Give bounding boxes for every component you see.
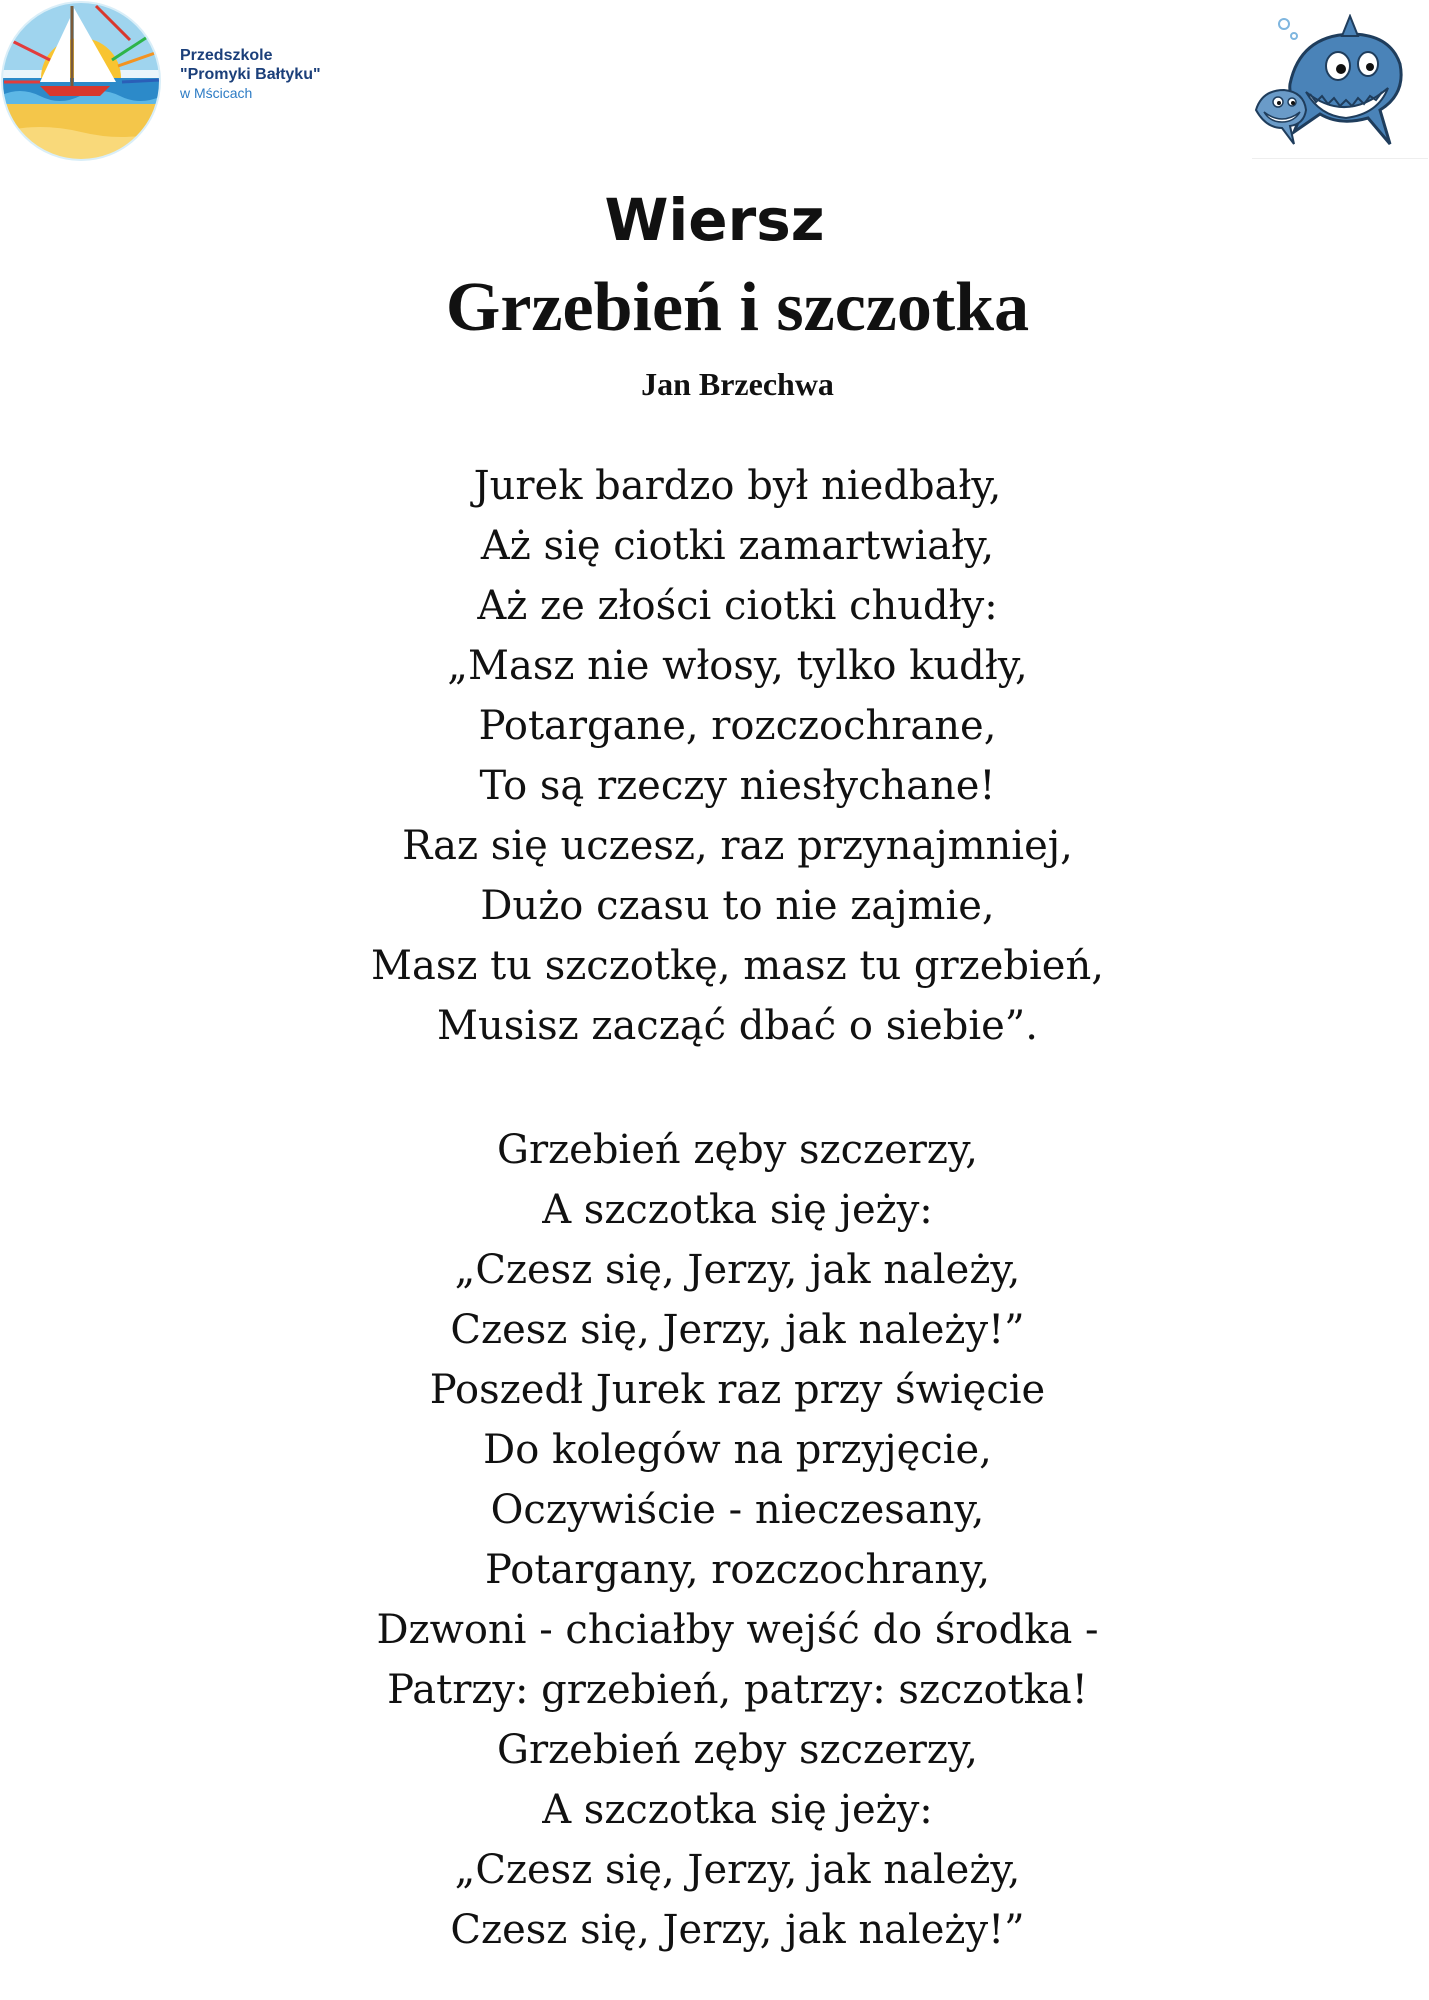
poem-line: A szczotka się jeży: <box>542 1787 933 1833</box>
poem-line: Dużo czasu to nie zajmie, <box>480 883 995 929</box>
preschool-name <box>180 46 321 103</box>
poem-body <box>0 456 1429 1960</box>
poem-line: Oczywiście - nieczesany, <box>490 1487 985 1533</box>
poem-stanza-1 <box>0 456 1429 1056</box>
poem-line: Masz tu szczotkę, masz tu grzebień, <box>371 943 1104 989</box>
poem-line: Czesz się, Jerzy, jak należy!” <box>450 1307 1025 1353</box>
preschool-logo-icon <box>0 0 162 162</box>
school-name-line2: "Promyki Bałtyku" <box>180 66 321 83</box>
poem-line: Grzebień zęby szczerzy, <box>497 1727 978 1773</box>
document-kind-title: Wiersz <box>604 186 825 254</box>
school-location: w Mścicach <box>180 85 253 101</box>
poem-line: Do kolegów na przyjęcie, <box>483 1427 992 1473</box>
poem-line: Grzebień zęby szczerzy, <box>497 1127 978 1173</box>
header-divider <box>1252 158 1428 159</box>
poem-line: Aż ze złości ciotki chudły: <box>477 583 998 629</box>
poem-line: „Czesz się, Jerzy, jak należy, <box>454 1847 1021 1893</box>
poem-line: Potargane, rozczochrane, <box>478 703 997 749</box>
poem-line: Patrzy: grzebień, patrzy: szczotka! <box>387 1667 1088 1713</box>
poem-line: Czesz się, Jerzy, jak należy!” <box>450 1907 1025 1953</box>
poem-line: Aż się ciotki zamartwiały, <box>480 523 995 569</box>
poem-author: Jan Brzechwa <box>641 366 834 402</box>
poem-line: „Masz nie włosy, tylko kudły, <box>447 643 1028 689</box>
poem-line: Dzwoni - chciałby wejść do środka - <box>376 1607 1099 1653</box>
poem-line: „Czesz się, Jerzy, jak należy, <box>454 1247 1021 1293</box>
shark-mascot-icon <box>1250 14 1410 162</box>
poem-line: Potargany, rozczochrany, <box>484 1547 991 1593</box>
poem-line: To są rzeczy niesłychane! <box>479 763 996 809</box>
poem-line: Jurek bardzo był niedbały, <box>473 463 1002 509</box>
poem-line: Musisz zacząć dbać o siebie”. <box>437 1003 1038 1049</box>
school-name-line1: Przedszkole <box>180 47 273 64</box>
poem-line: A szczotka się jeży: <box>542 1187 933 1233</box>
poem-title: Grzebień i szczotka <box>445 269 1030 346</box>
poem-stanza-2 <box>0 1120 1429 1960</box>
poem-line: Raz się uczesz, raz przynajmniej, <box>402 823 1073 869</box>
poem-line: Poszedł Jurek raz przy święcie <box>429 1367 1046 1413</box>
